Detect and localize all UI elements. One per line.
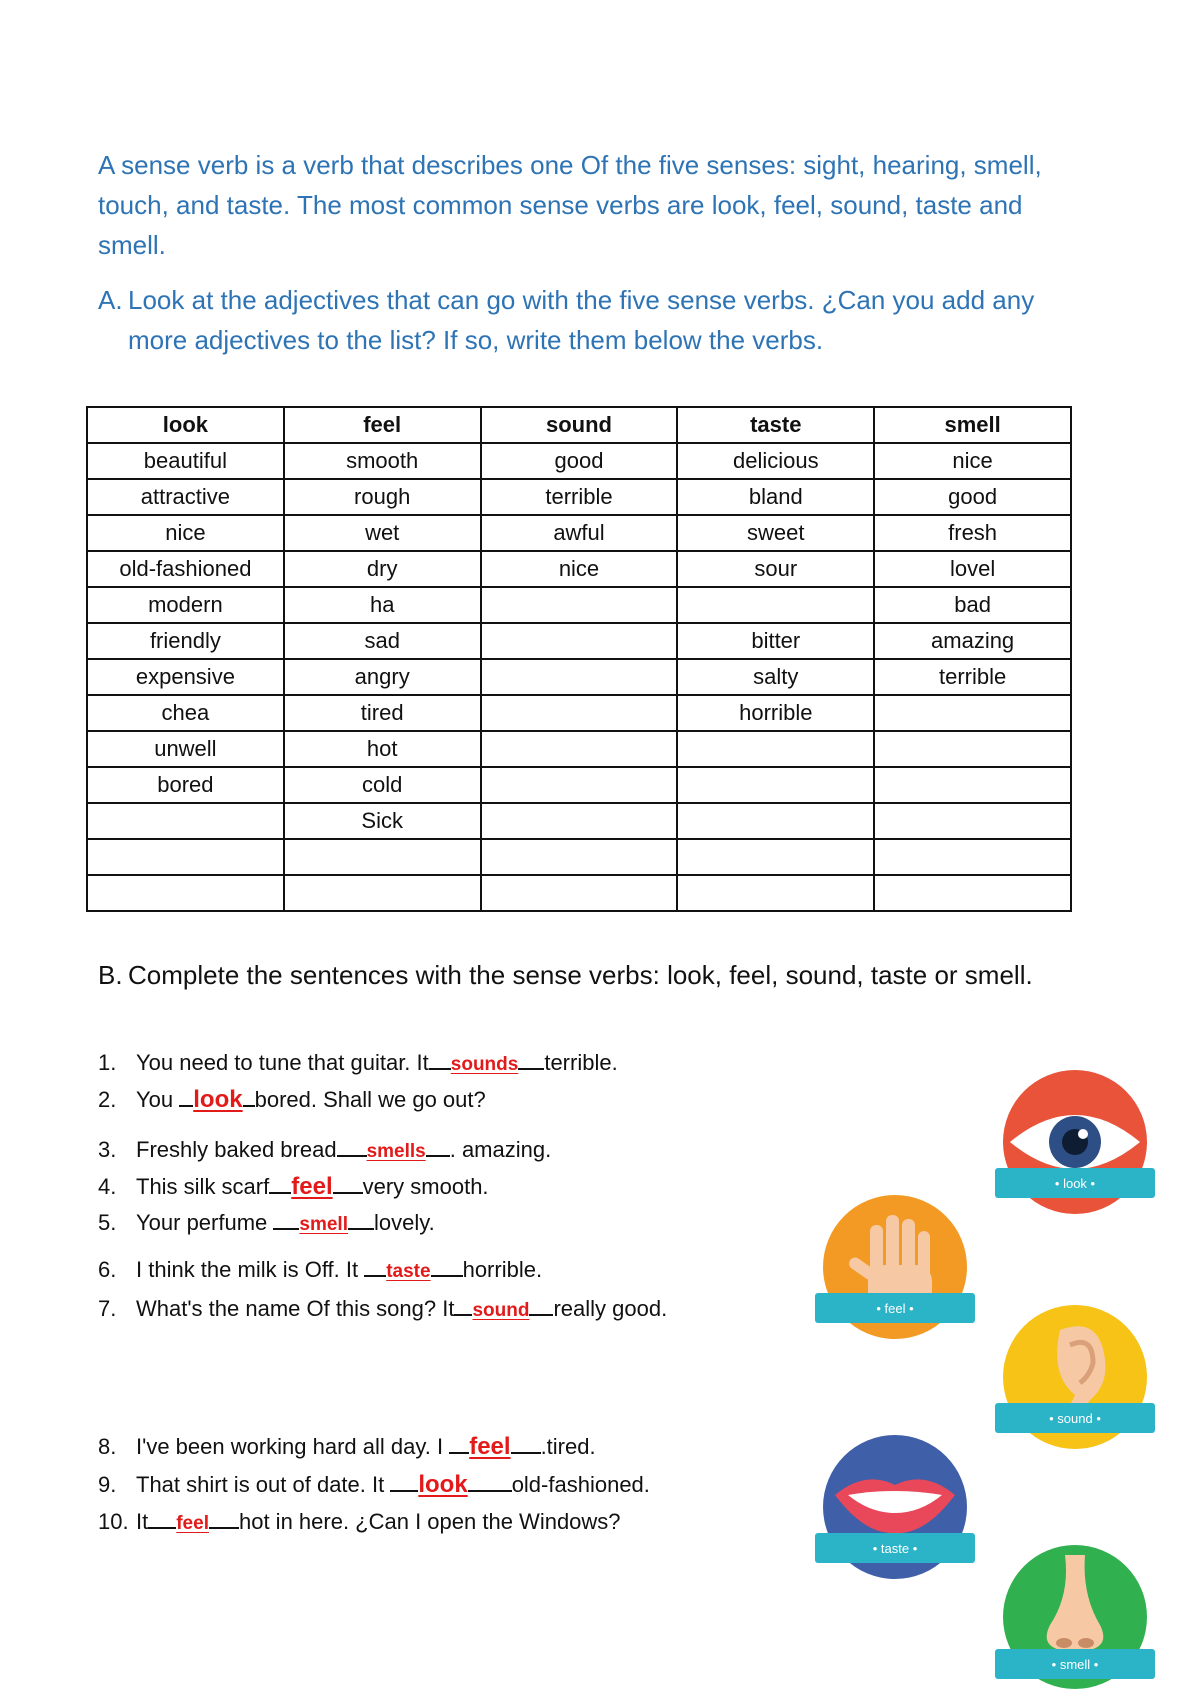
mouth-icon [810, 1435, 980, 1585]
table-cell-smell [874, 695, 1071, 731]
table-cell-feel: angry [284, 659, 481, 695]
table-cell-sound: terrible [481, 479, 678, 515]
table-row [87, 551, 1071, 587]
blank-line [148, 1527, 176, 1529]
table-cell-look: unwell [87, 731, 284, 767]
section-a-instruction [98, 280, 1098, 360]
sentence-item [98, 1296, 667, 1322]
sentence-before: You [136, 1087, 180, 1112]
sentence-after: really good. [553, 1296, 668, 1321]
table-cell-look: friendly [87, 623, 284, 659]
section-b-instruction [98, 955, 1098, 995]
table-cell-sound [481, 695, 678, 731]
sense-verbs-table [86, 406, 1072, 912]
blank-line [426, 1155, 450, 1157]
answer-text: feel [176, 1513, 209, 1534]
sentence-number: 5. [98, 1210, 117, 1235]
answer-text: feel [291, 1173, 333, 1200]
table-header-row [87, 407, 1071, 443]
table-cell-feel: ha [284, 587, 481, 623]
header-smell: smell [874, 407, 1071, 443]
table-cell-smell [874, 803, 1071, 839]
sentence-before: You need to tune that guitar. It [136, 1050, 429, 1075]
table-cell-look: old-fashioned [87, 551, 284, 587]
table-cell-smell: nice [874, 443, 1071, 479]
sentence-after: horrible. [462, 1257, 543, 1282]
table-cell-look [87, 803, 284, 839]
table-cell-look: attractive [87, 479, 284, 515]
table-cell-taste [677, 731, 874, 767]
blank-line [529, 1314, 553, 1316]
table-cell-smell: terrible [874, 659, 1071, 695]
sentence-number: 10. [98, 1509, 129, 1534]
answer-text: look [418, 1471, 468, 1498]
sentence-item [98, 1433, 596, 1461]
blank-line [449, 1452, 469, 1454]
sentence-before: I think the milk is Off. It [136, 1257, 365, 1282]
table-cell-sound [481, 587, 678, 623]
sentence-number: 4. [98, 1174, 117, 1199]
table-cell-sound: nice [481, 551, 678, 587]
taste-icon-label: • taste • [872, 1541, 918, 1556]
header-taste: taste [677, 407, 874, 443]
sentence-item [98, 1137, 551, 1163]
sentence-item [98, 1173, 489, 1201]
table-cell-feel [284, 875, 481, 911]
sentence-number: 8. [98, 1434, 117, 1459]
sentence-after: old-fashioned. [511, 1472, 650, 1497]
sentence-after: .tired. [540, 1434, 596, 1459]
table-cell-feel: sad [284, 623, 481, 659]
sentence-item [98, 1471, 650, 1499]
sentence-number: 9. [98, 1472, 117, 1497]
sentence-number: 2. [98, 1087, 117, 1112]
blank-line [468, 1490, 512, 1492]
blank-line [348, 1228, 374, 1230]
table-cell-feel [284, 839, 481, 875]
look-icon-label: • look • [1054, 1176, 1096, 1191]
hand-icon [810, 1195, 980, 1345]
table-row [87, 587, 1071, 623]
table-cell-look [87, 839, 284, 875]
sentence-item [98, 1086, 486, 1114]
table-cell-smell: bad [874, 587, 1071, 623]
table-cell-smell: good [874, 479, 1071, 515]
table-cell-feel: tired [284, 695, 481, 731]
table-cell-sound [481, 875, 678, 911]
table-row [87, 839, 1071, 875]
table-row [87, 767, 1071, 803]
header-look: look [87, 407, 284, 443]
section-a-letter: A. [98, 285, 123, 315]
table-cell-smell: amazing [874, 623, 1071, 659]
table-row [87, 875, 1071, 911]
table-cell-taste: sour [677, 551, 874, 587]
table-cell-feel: hot [284, 731, 481, 767]
table-cell-feel: rough [284, 479, 481, 515]
table-cell-sound [481, 803, 678, 839]
blank-line [431, 1275, 463, 1277]
answer-text: look [193, 1086, 243, 1113]
table-row [87, 443, 1071, 479]
table-cell-smell [874, 731, 1071, 767]
table-cell-look: beautiful [87, 443, 284, 479]
sentence-after: terrible. [544, 1050, 618, 1075]
sound-icon-label: • sound • [1049, 1411, 1101, 1426]
table-cell-feel: cold [284, 767, 481, 803]
table-cell-smell [874, 875, 1071, 911]
sentence-number: 1. [98, 1050, 117, 1075]
sentence-item [98, 1509, 621, 1535]
sentence-number: 6. [98, 1257, 117, 1282]
table-row [87, 695, 1071, 731]
blank-line [364, 1275, 386, 1277]
sentence-after: lovely. [373, 1210, 435, 1235]
table-cell-smell: fresh [874, 515, 1071, 551]
nose-icon [990, 1545, 1160, 1695]
table-cell-sound: good [481, 443, 678, 479]
table-row [87, 479, 1071, 515]
blank-line [337, 1155, 367, 1157]
blank-line [429, 1068, 451, 1070]
table-cell-sound [481, 623, 678, 659]
section-a-text: Look at the adjectives that can go with the five sense verbs. ¿Can you add any more adjectives to the list? If so, write them below the verbs. [128, 285, 1035, 355]
table-cell-taste: horrible [677, 695, 874, 731]
table-cell-sound [481, 659, 678, 695]
sentence-number: 7. [98, 1296, 117, 1321]
sentence-after: . amazing. [449, 1137, 552, 1162]
eye-icon [990, 1070, 1160, 1220]
table-row [87, 515, 1071, 551]
sentence-before: It [136, 1509, 149, 1534]
feel-icon-label: • feel • [876, 1301, 914, 1316]
table-cell-sound: awful [481, 515, 678, 551]
blank-line [333, 1192, 363, 1194]
table-cell-taste [677, 767, 874, 803]
blank-line [269, 1192, 291, 1194]
table-cell-feel: dry [284, 551, 481, 587]
table-cell-look: bored [87, 767, 284, 803]
answer-text: smell [299, 1214, 348, 1235]
table-cell-sound [481, 731, 678, 767]
table-row [87, 731, 1071, 767]
table-cell-look: modern [87, 587, 284, 623]
table-row [87, 623, 1071, 659]
sentence-after: very smooth. [362, 1174, 489, 1199]
answer-text: taste [386, 1261, 431, 1282]
table-row [87, 659, 1071, 695]
sentence-item [98, 1050, 618, 1076]
blank-line [179, 1105, 193, 1107]
sentence-item [98, 1210, 435, 1236]
table-cell-sound [481, 767, 678, 803]
sentence-number: 3. [98, 1137, 117, 1162]
table-cell-smell: lovel [874, 551, 1071, 587]
table-row [87, 803, 1071, 839]
sentence-after: bored. Shall we go out? [254, 1087, 486, 1112]
blank-line [454, 1314, 472, 1316]
table-cell-taste [677, 875, 874, 911]
answer-text: sounds [450, 1054, 519, 1075]
table-cell-taste: delicious [677, 443, 874, 479]
smell-icon-label: • smell • [1051, 1657, 1099, 1672]
header-sound: sound [481, 407, 678, 443]
answer-text: feel [469, 1433, 511, 1460]
section-b-text: Complete the sentences with the sense verbs: look, feel, sound, taste or smell. [128, 960, 1033, 990]
table-cell-look [87, 875, 284, 911]
sentence-before: This silk scarf [136, 1174, 270, 1199]
blank-line [518, 1068, 544, 1070]
sentence-before: That shirt is out of date. It [136, 1472, 391, 1497]
table-cell-sound [481, 839, 678, 875]
header-feel: feel [284, 407, 481, 443]
blank-line [243, 1105, 255, 1107]
table-cell-look: nice [87, 515, 284, 551]
table-cell-taste: bland [677, 479, 874, 515]
section-b-letter: B. [98, 960, 123, 990]
table-cell-smell [874, 767, 1071, 803]
sentence-before: What's the name Of this song? It [136, 1296, 455, 1321]
blank-line [273, 1228, 299, 1230]
sentence-before: I've been working hard all day. I [136, 1434, 450, 1459]
table-cell-look: expensive [87, 659, 284, 695]
table-cell-feel: smooth [284, 443, 481, 479]
ear-icon [990, 1305, 1160, 1455]
blank-line [511, 1452, 541, 1454]
table-cell-smell [874, 839, 1071, 875]
table-cell-look: chea [87, 695, 284, 731]
answer-text: sound [472, 1300, 530, 1321]
sentence-before: Freshly baked bread [136, 1137, 337, 1162]
sentence-after: hot in here. ¿Can I open the Windows? [238, 1509, 621, 1534]
table-cell-taste [677, 587, 874, 623]
sentence-item [98, 1257, 542, 1283]
table-cell-taste [677, 839, 874, 875]
table-cell-feel: wet [284, 515, 481, 551]
sentence-before: Your perfume [136, 1210, 274, 1235]
table-cell-taste: bitter [677, 623, 874, 659]
answer-text: smells [366, 1141, 426, 1162]
blank-line [390, 1490, 418, 1492]
table-cell-taste: salty [677, 659, 874, 695]
intro-paragraph: A sense verb is a verb that describes one Of the five senses: sight, hearing, smell, touch, and taste. The most common sense verbs are look, feel, sound, taste and smell. [98, 150, 1042, 260]
table-cell-taste [677, 803, 874, 839]
blank-line [209, 1527, 239, 1529]
table-cell-taste: sweet [677, 515, 874, 551]
table-cell-feel: Sick [284, 803, 481, 839]
